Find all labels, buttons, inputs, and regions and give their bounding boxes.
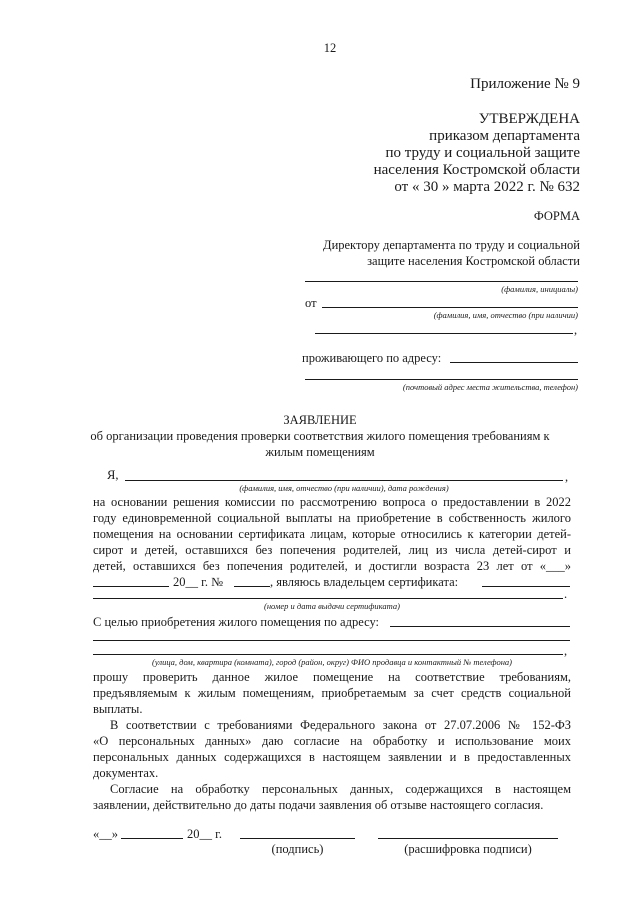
day-blank-line[interactable] <box>93 586 169 587</box>
number-blank-line[interactable] <box>234 586 270 587</box>
page-number: 12 <box>323 41 337 55</box>
addressee-line-2: защите населения Костромской области <box>367 254 580 268</box>
request-line-2: предъявляемым к жилым помещениям, приобретаемым за счет средств социальной <box>93 686 571 700</box>
address-field-line[interactable] <box>305 379 578 380</box>
para1-line-6b: , являюсь владельцем сертификата: <box>270 575 459 589</box>
date-open: «__» <box>93 827 118 841</box>
approved-label: УТВЕРЖДЕНА <box>478 111 580 127</box>
addressee-line-1: Директору департамента по труду и социальной <box>323 238 580 252</box>
person-field-line[interactable] <box>125 480 563 481</box>
caption-from: (фамилия, имя, отчество (при наличии) <box>433 310 578 320</box>
caption-address: (почтовый адрес места жительства, телефон) <box>402 382 578 392</box>
property-field-line-1[interactable] <box>93 640 570 641</box>
date-month-line[interactable] <box>121 838 183 839</box>
from-field-line-2[interactable] <box>315 333 573 334</box>
request-line-3: выплаты. <box>93 702 143 716</box>
decoding-line[interactable] <box>378 838 558 839</box>
person-comma: , <box>565 470 569 484</box>
consent-line-4: документах. <box>93 766 159 780</box>
consent-line-2: «О персональных данных» даю согласие на обработку и использование моих <box>93 734 571 748</box>
caption-person: (фамилия, имя, отчество (при наличии), дата рождения) <box>239 483 449 493</box>
title-line-2: жилым помещениям <box>265 445 375 459</box>
validity-line-1: Согласие на обработку персональных данных, содержащихся в настоящем <box>110 782 571 796</box>
purpose-field-line[interactable] <box>390 626 570 627</box>
consent-line-3: персональных данных содержащихся в настоящем заявлении и в предоставленных <box>93 750 571 764</box>
from-field-line[interactable] <box>322 307 578 308</box>
para1-line-3: помещения на основании сертификата лицам, которые относились к категории детей- <box>93 527 571 541</box>
consent-line-1: В соответствии с требованиями Федерального закона от 27.07.2006 № 152-ФЗ <box>110 718 571 732</box>
order-line-4: от « 30 » марта 2022 г. № 632 <box>394 179 580 195</box>
from-comma: , <box>574 323 578 337</box>
i-label: Я, <box>107 468 119 482</box>
signature-line[interactable] <box>240 838 355 839</box>
para1-line-6a: 20__ г. № <box>173 575 224 589</box>
name-field-line[interactable] <box>305 281 578 282</box>
residing-label: проживающего по адресу: <box>302 351 442 365</box>
from-label: от <box>305 296 317 310</box>
certificate-field-line[interactable] <box>93 598 563 599</box>
order-line-2: по труду и социальной защите <box>385 145 580 161</box>
caption-decoding: (расшифровка подписи) <box>404 842 532 856</box>
para1-line-4: сирот и детей, оставшихся без попечения родителей, лиц из числа детей-сирот и <box>93 543 571 557</box>
certificate-blank-line[interactable] <box>482 586 570 587</box>
request-line-1: прошу проверить данное жилое помещение на соответствие требованиям, <box>93 670 571 684</box>
certificate-dot: . <box>564 587 568 601</box>
caption-property: (улица, дом, квартира (комната), город (район, округ) ФИО продавца и контактный № телефона) <box>151 657 513 667</box>
order-line-3: населения Костромской области <box>373 162 580 178</box>
property-field-line-2[interactable] <box>93 654 563 655</box>
residing-field-line[interactable] <box>450 362 578 363</box>
para1-line-5: детей, оставшихся без попечения родителей, и достигли возраста 23 лет от «___» <box>93 559 571 573</box>
appendix-label: Приложение № 9 <box>470 76 580 92</box>
document-title: ЗАЯВЛЕНИЕ <box>283 413 357 427</box>
property-comma: , <box>564 644 568 658</box>
caption-certificate: (номер и дата выдачи сертификата) <box>264 601 400 611</box>
caption-signature: (подпись) <box>271 842 324 856</box>
validity-line-2: заявлении, действительно до даты подачи заявления об отзыве настоящего согласия. <box>93 798 544 812</box>
para1-line-2: году единовременной социальной выплаты на приобретение в собственность жилого <box>93 511 571 525</box>
caption-name: (фамилия, инициалы) <box>501 284 578 294</box>
order-line-1: приказом департамента <box>429 128 580 144</box>
form-label: ФОРМА <box>533 209 580 223</box>
para1-line-1: на основании решения комиссии по рассмотрению вопроса о предоставлении в 2022 <box>93 495 571 509</box>
purpose-label: С целью приобретения жилого помещения по адресу: <box>93 615 380 629</box>
date-year: 20__ г. <box>187 827 222 841</box>
title-line-1: об организации проведения проверки соответствия жилого помещения требованиям к <box>90 429 550 443</box>
